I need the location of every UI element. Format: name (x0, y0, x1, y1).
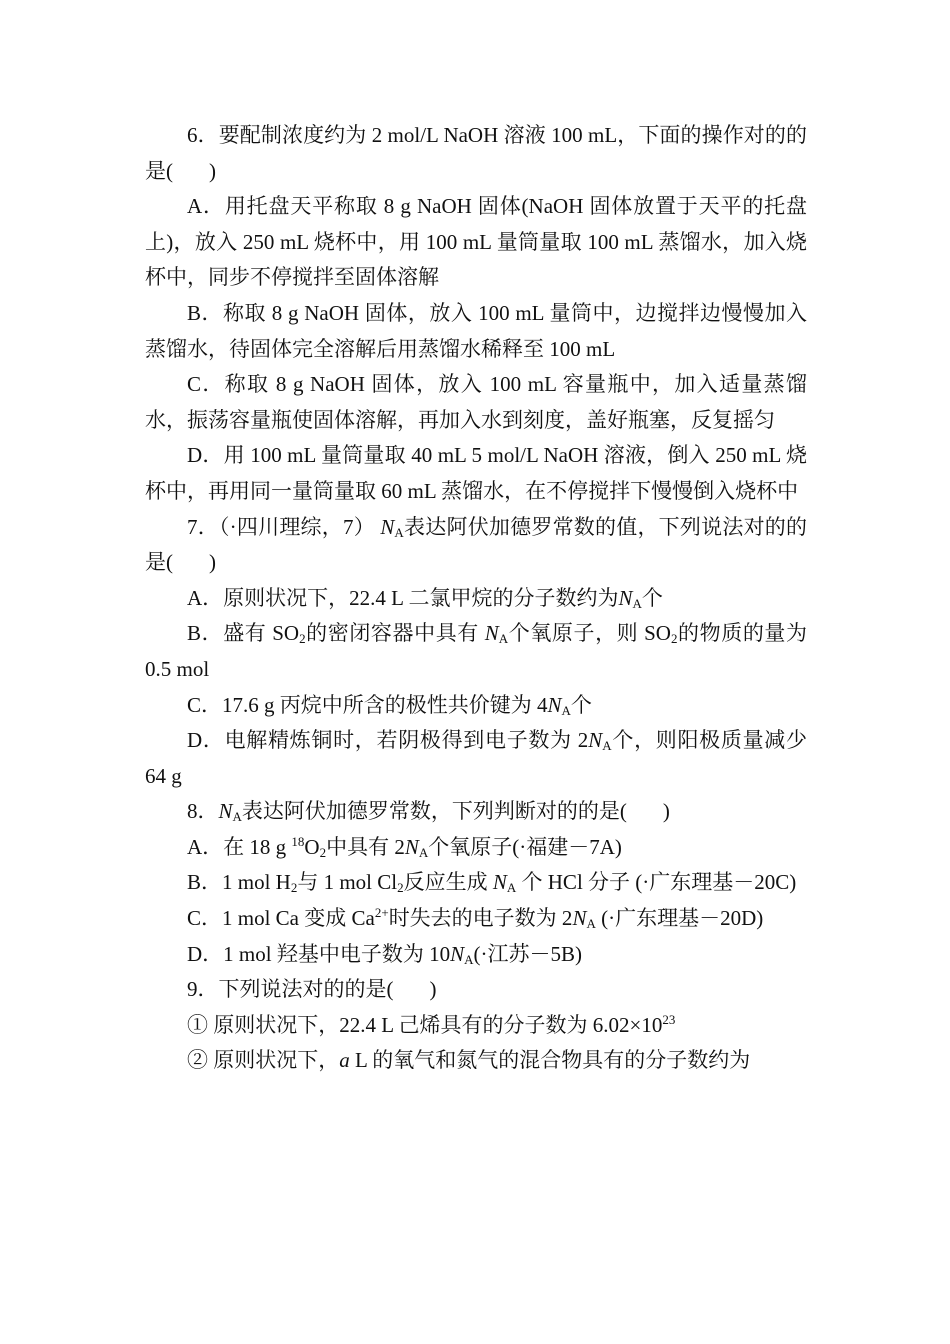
q8-option-a: A．在 18 g $^{18}O_2$中具有 $2N_A$个氧原子(·福建－7A) (187, 833, 622, 860)
q9-item-1: ① 原则状况下，22.4 L 己烯具有的分子数为 $6.02\times 10^{23}$ (187, 1011, 676, 1037)
q6-option-a: A．用托盘天平称取 8 g NaOH 固体(NaOH 固体放置于天平的托盘上)，放入 250 mL 烧杯中，用 100 mL 量筒量取 100 mL 蒸馏水，加入烧杯中，同步不停搅拌至固体溶解 (145, 194, 807, 290)
q6-stem: 6．要配制浓度约为 2 mol/L NaOH 溶液 100 mL，下面的操作对的的是( ) (145, 123, 807, 183)
q6-option-c: C．称取 8 g NaOH 固体，放入 100 mL 容量瓶中，加入适量蒸馏水，振荡容量瓶使固体溶解，再加入水到刻度，盖好瓶塞，反复摇匀 (145, 372, 807, 432)
q9-item-2: ② 原则状况下，a L 的氧气和氮气的混合物具有的分子数约为 (187, 1048, 751, 1073)
q7-option-d: D．电解精炼铜时，若阴极得到电子数为 $2N_A$个，则阳极质量减少 64 g (145, 728, 807, 788)
q7-option-a: A．原则状况下，22.4 L 二氯甲烷的分子数约为$N_A$个 (187, 585, 663, 611)
q7-stem: 7．（·四川理综，7） $N_A$表达阿伏加德罗常数的值，下列说法对的的是( ) (145, 514, 808, 575)
q7-option-c: C．17.6 g 丙烷中所含的极性共价键为 $4N_A$个 (187, 692, 592, 718)
question-content (145, 118, 807, 1079)
q8-stem: 8．$N_A$表达阿伏加德罗常数，下列判断对的的是( ) (187, 799, 670, 825)
q7-option-b: B．盛有 $SO_2$的密闭容器中具有 $N_A$个氧原子，则 $SO_2$的物质的量为 0.5 mol (145, 621, 808, 681)
q8-option-d: D．1 mol 羟基中电子数为 $10N_A(\cdot$江苏－5B) (187, 941, 582, 967)
q6-option-d: D．用 100 mL 量筒量取 40 mL 5 mol/L NaOH 溶液，倒入 250 mL 烧杯中，再用同一量筒量取 60 mL 蒸馏水，在不停搅拌下慢慢倒入烧杯中 (145, 443, 807, 503)
q9-stem: 9．下列说法对的的是( ) (187, 977, 437, 1002)
q6-option-b: B．称取 8 g NaOH 固体，放入 100 mL 量筒中，边搅拌边慢慢加入蒸馏水，待固体完全溶解后用蒸馏水稀释至 100 mL (145, 300, 807, 361)
q8-option-b: B．1 mol $H_2$与 1 mol $Cl_2$反应生成 $N_A$ 个 HCl 分子 (·广东理基－20C) (187, 870, 797, 896)
q8-option-c: C．1 mol Ca 变成 $Ca^{2+}$时失去的电子数为 $2N_A$ (·广东理基－20D) (187, 905, 764, 932)
